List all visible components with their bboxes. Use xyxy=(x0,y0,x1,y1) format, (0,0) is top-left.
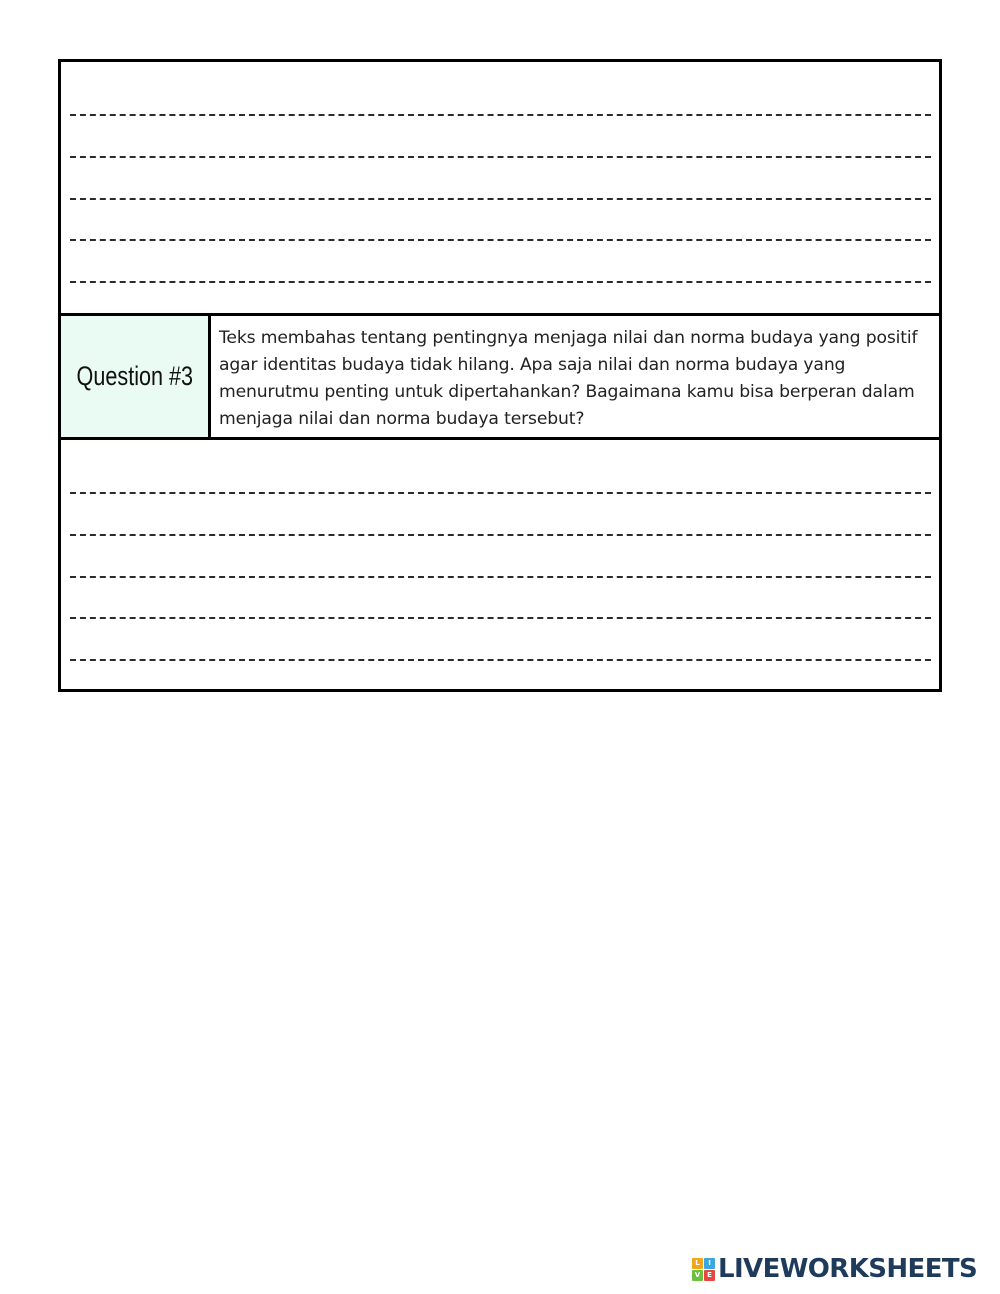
logo-mark-tile: I xyxy=(704,1258,715,1269)
logo-mark-tile: E xyxy=(704,1270,715,1281)
liveworksheets-logo xyxy=(692,1256,977,1282)
answer-line xyxy=(70,114,931,116)
logo-mark-tile: L xyxy=(692,1258,703,1269)
answer-line xyxy=(70,659,931,661)
question-text: Teks membahas tentang pentingnya menjaga nilai dan norma budaya yang positif agar identitas budaya tidak hilang. Apa saja nilai dan norma budaya yang menurutmu penting untuk dipertahankan? Bagaimana kamu bisa berperan dalam menjaga nilai dan norma budaya tersebut? xyxy=(219,328,918,429)
question-label: Question #3 xyxy=(76,361,193,391)
answer-box-question-3[interactable] xyxy=(61,440,939,689)
liveworksheets-logo-icon xyxy=(692,1258,715,1281)
logo-text: LIVEWORKSHEETS xyxy=(718,1254,978,1284)
logo-mark-tile: V xyxy=(692,1270,703,1281)
answer-line xyxy=(70,534,931,536)
answer-line xyxy=(70,156,931,158)
answer-line xyxy=(70,281,931,283)
question-label-cell xyxy=(61,316,211,437)
answer-box-previous[interactable] xyxy=(61,62,939,313)
answer-line xyxy=(70,617,931,619)
answer-line xyxy=(70,198,931,200)
question-row xyxy=(61,313,939,440)
answer-line xyxy=(70,492,931,494)
answer-line xyxy=(70,239,931,241)
worksheet-table xyxy=(58,59,942,692)
answer-line xyxy=(70,576,931,578)
